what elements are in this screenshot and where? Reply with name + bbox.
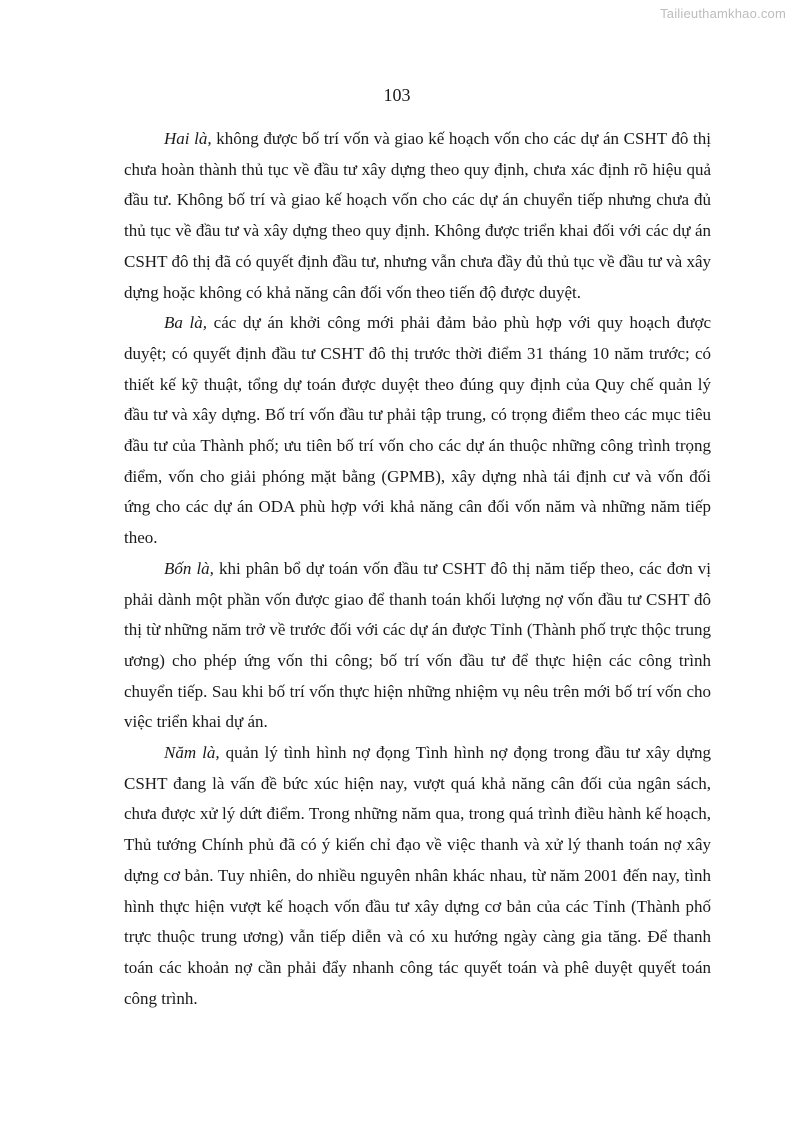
paragraph-text: các dự án khởi công mới phải đảm bảo phù hợp với quy hoạch được duyệt; có quyết định đầu tư CSHT đô thị trước thời điểm 31 tháng 10 năm trước; có thiết kế kỹ thuật, tổng dự toán được duyệt theo đúng quy định của Quy chế quản lý đầu tư và xây dựng. Bố trí vốn đầu tư phải tập trung, có trọng điểm theo các mục tiêu đầu tư của Thành phố; ưu tiên bố trí vốn cho các dự án thuộc những công trình trọng điểm, vốn cho giải phóng mặt bằng (GPMB), xây dựng nhà tái định cư và vốn đối ứng cho các dự án ODA phù hợp với khả năng cân đối vốn năm và những năm tiếp theo. xyxy=(124,313,712,548)
paragraph-lead: Năm là, xyxy=(164,743,220,763)
paragraph-lead: Bốn là, xyxy=(164,558,214,578)
paragraph-text: quản lý tình hình nợ đọng Tình hình nợ đọng trong đầu tư xây dựng CSHT đang là vấn đề bức xúc hiện nay, vượt quá khả năng cân đối của ngân sách, chưa được xử lý dứt điểm. Trong những năm qua, trong quá trình điều hành kế hoạch, Thủ tướng Chính phủ đã có ý kiến chỉ đạo về việc thanh và xử lý thanh toán nợ xây dựng cơ bản. Tuy nhiên, do nhiều nguyên nhân khác nhau, từ năm 2001 đến nay, tình hình thực hiện vượt kế hoạch vốn đầu tư xây dựng cơ bản của các Tỉnh (Thành phố trực thuộc trung ương) vẫn tiếp diễn và có xu hướng ngày càng gia tăng. Để thanh toán các khoản nợ cần phải đẩy nhanh công tác quyết toán và phê duyệt quyết toán công trình. xyxy=(124,743,711,1008)
paragraph-nam-la xyxy=(124,738,711,1014)
paragraph-hai-la xyxy=(124,124,711,308)
watermark-text: Tailieuthamkhao.com xyxy=(660,6,786,21)
paragraph-ba-la xyxy=(124,308,711,554)
page-number: 103 xyxy=(383,85,411,105)
paragraph-text: khi phân bổ dự toán vốn đầu tư CSHT đô thị năm tiếp theo, các đơn vị phải dành một phần vốn được giao để thanh toán khối lượng nợ vốn đầu tư CSHT đô thị từ những năm trở về trước đối với các dự án được Tỉnh (Thành phố trực thộc trung ương) cho phép ứng vốn thi công; bố trí vốn đầu tư để thực hiện các công trình chuyển tiếp. Sau khi bố trí vốn thực hiện những nhiệm vụ nêu trên mới bố trí vốn cho việc triển khai dự án. xyxy=(124,558,711,732)
document-body xyxy=(124,124,711,1014)
paragraph-lead: Hai là, xyxy=(164,129,212,148)
paragraph-text: không được bố trí vốn và giao kế hoạch vốn cho các dự án CSHT đô thị chưa hoàn thành thủ tục về đầu tư xây dựng theo quy định, chưa xác định rõ hiệu quả đầu tư. Không bố trí và giao kế hoạch vốn cho các dự án chuyển tiếp nhưng chưa đủ thủ tục về đầu tư và xây dựng theo quy định. Không được triển khai đối với các dự án CSHT đô thị đã có quyết định đầu tư, nhưng vẫn chưa đầy đủ thủ tục về đầu tư và xây dựng hoặc không có khả năng cân đối vốn theo tiến độ được duyệt. xyxy=(124,129,712,302)
paragraph-bon-la xyxy=(124,554,711,738)
paragraph-lead: Ba là, xyxy=(164,313,208,333)
